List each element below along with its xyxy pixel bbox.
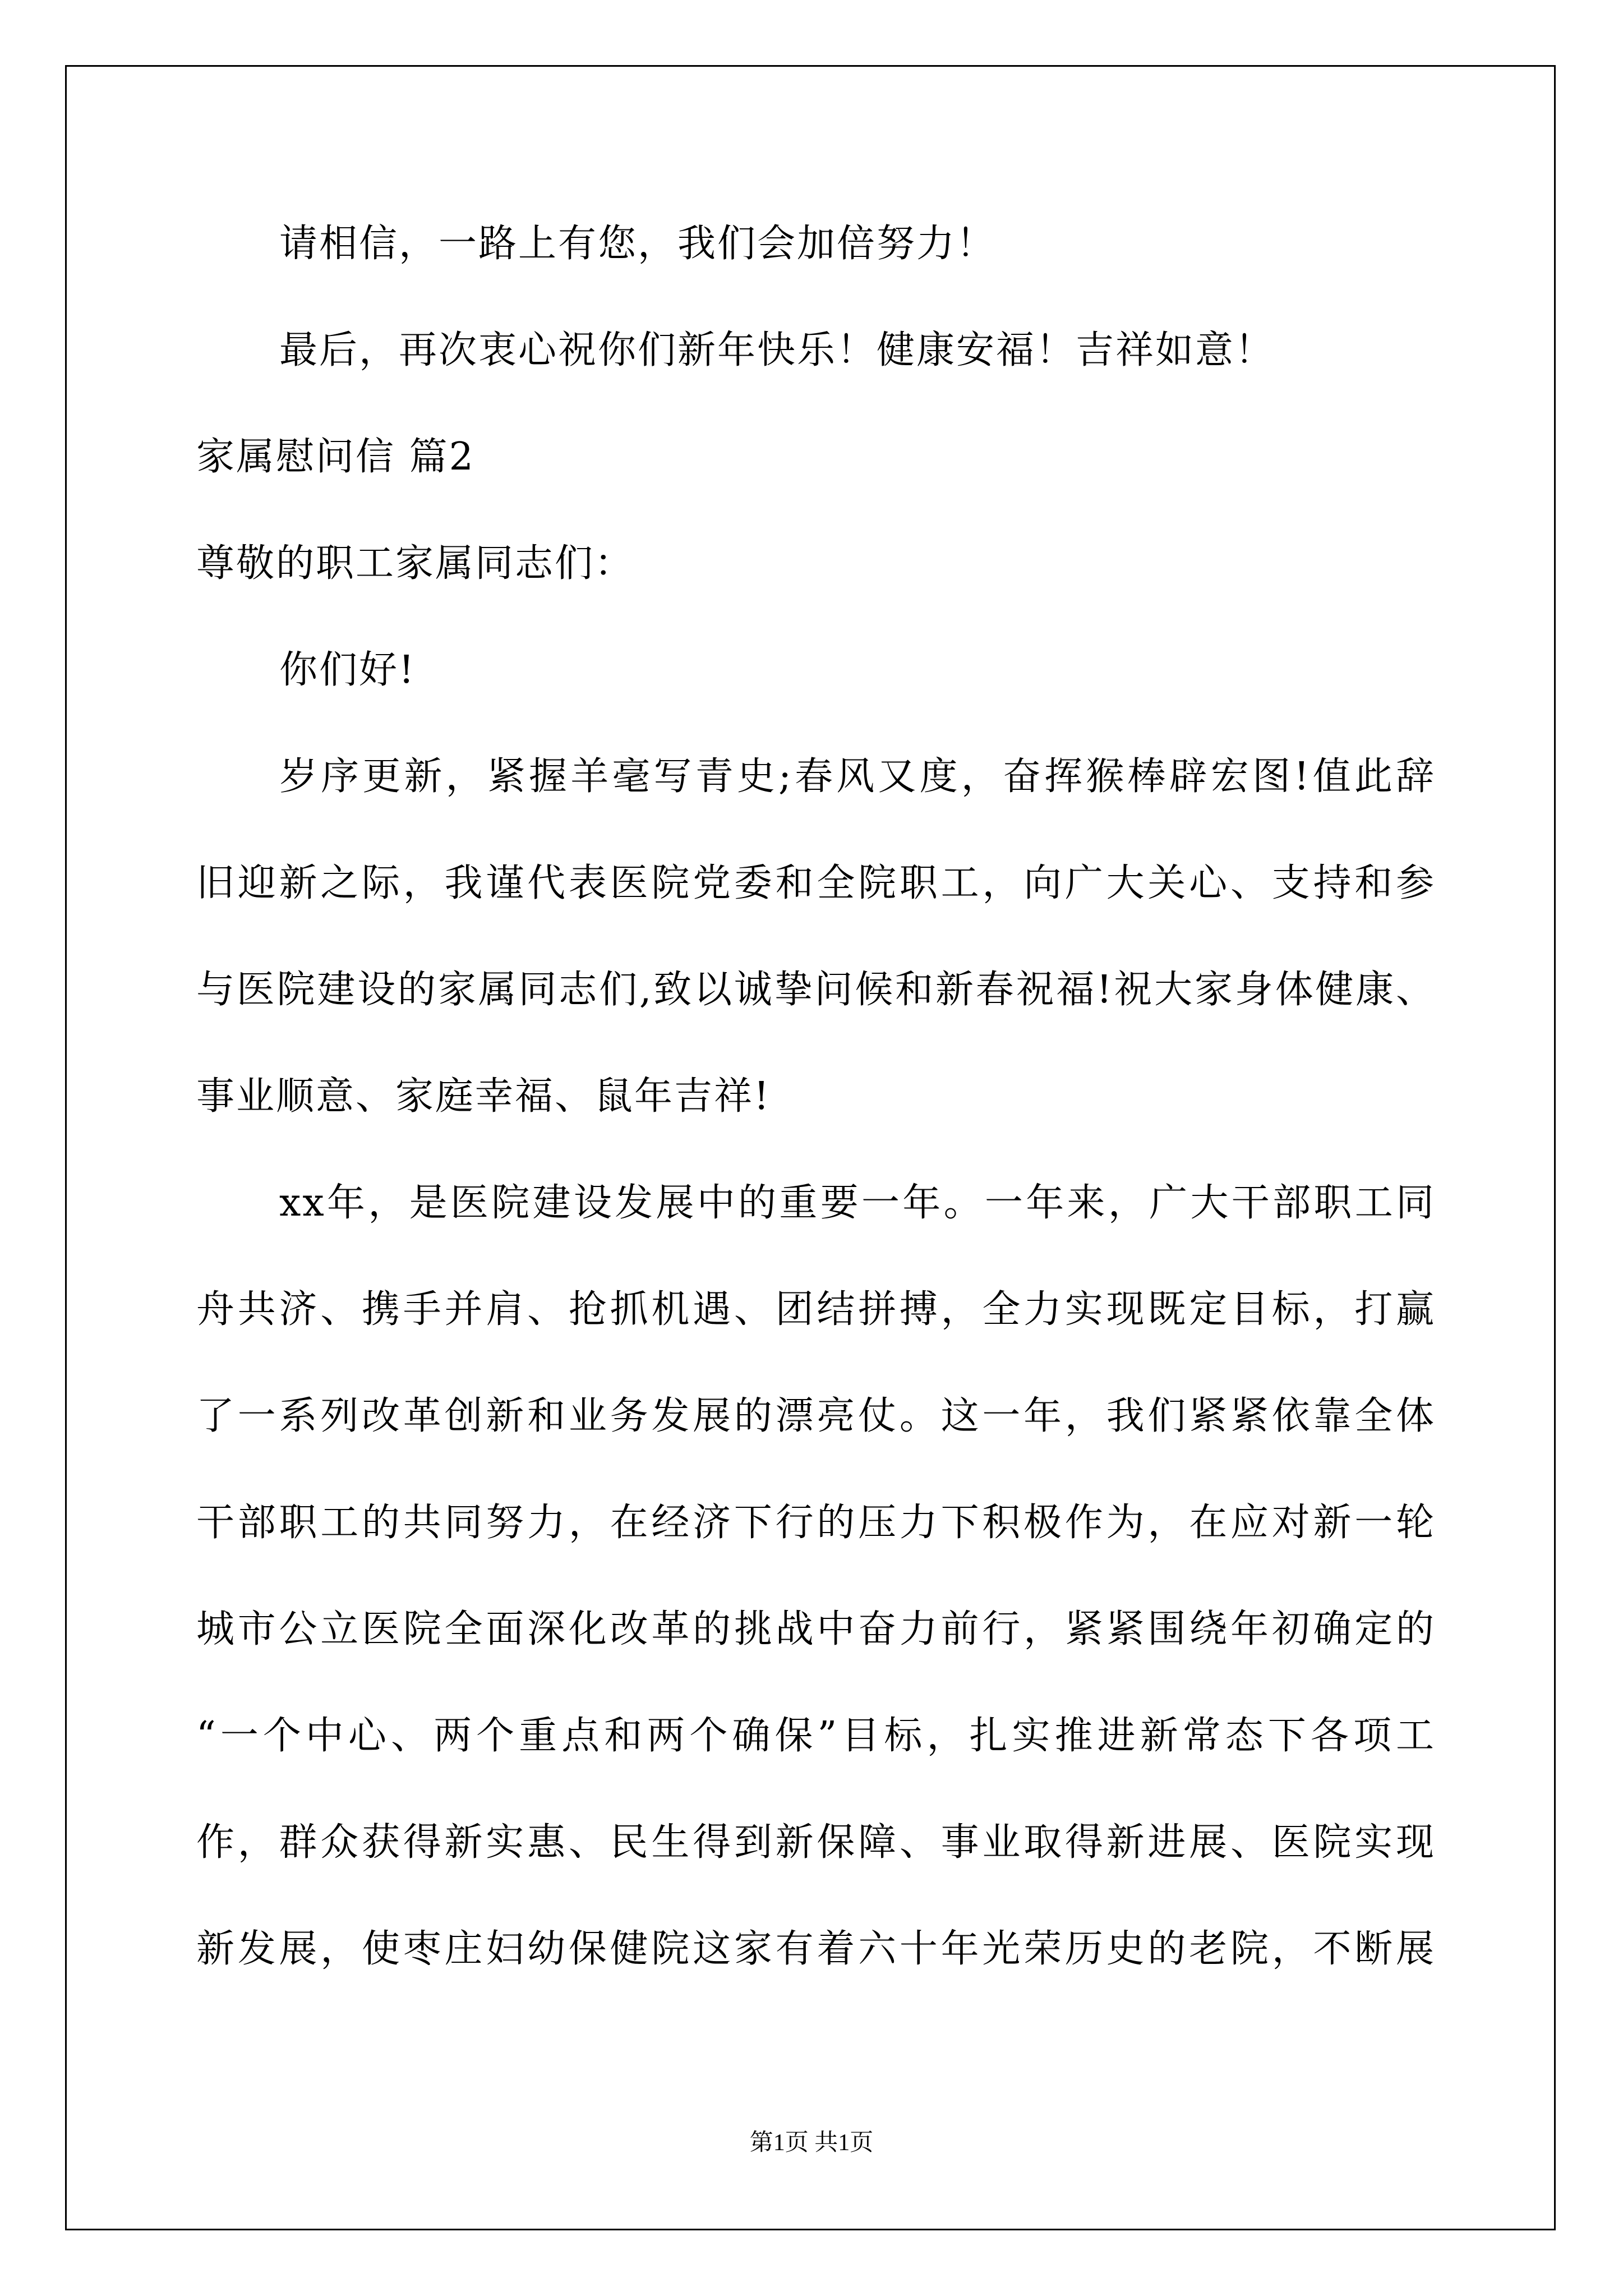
paragraph-3-line-1: 岁序更新，紧握羊毫写青史;春风又度，奋挥猴棒辟宏图!值此辞 — [279, 754, 1436, 799]
salutation: 尊敬的职工家属同志们： — [196, 541, 635, 586]
paragraph-closing-2: 最后，再次衷心祝你们新年快乐！健康安福！吉祥如意！ — [279, 328, 1275, 372]
section-heading: 家属慰问信 篇2 — [196, 435, 475, 479]
paragraph-closing-1: 请相信，一路上有您，我们会加倍努力！ — [279, 222, 997, 266]
paragraph-4-line-6: “一个中心、两个重点和两个确保”目标，扎实推进新常态下各项工 — [196, 1714, 1436, 1758]
paragraph-4-line-5: 城市公立医院全面深化改革的挑战中奋力前行，紧紧围绕年初确定的 — [196, 1607, 1436, 1651]
paragraph-4-line-2: 舟共济、携手并肩、抢抓机遇、团结拼搏，全力实现既定目标，打赢 — [196, 1287, 1436, 1332]
paragraph-4-line-3: 了一系列改革创新和业务发展的漂亮仗。这一年，我们紧紧依靠全体 — [196, 1394, 1436, 1438]
paragraph-4-line-1: xx年，是医院建设发展中的重要一年。一年来，广大干部职工同 — [279, 1181, 1436, 1225]
page-number-footer: 第1页 共1页 — [749, 2130, 874, 2156]
paragraph-3-line-4: 事业顺意、家庭幸福、鼠年吉祥! — [196, 1074, 771, 1119]
paragraph-4-line-7: 作，群众获得新实惠、民生得到新保障、事业取得新进展、医院实现 — [196, 1820, 1436, 1865]
paragraph-4-line-4: 干部职工的共同努力，在经济下行的压力下积极作为，在应对新一轮 — [196, 1501, 1436, 1545]
paragraph-3-line-2: 旧迎新之际，我谨代表医院党委和全院职工，向广大关心、支持和参 — [196, 861, 1436, 905]
page-border — [65, 65, 1556, 2230]
greeting: 你们好! — [279, 648, 416, 692]
paragraph-4-line-8: 新发展，使枣庄妇幼保健院这家有着六十年光荣历史的老院，不断展 — [196, 1927, 1436, 1971]
paragraph-3-line-3: 与医院建设的家属同志们,致以诚挚问候和新春祝福!祝大家身体健康、 — [196, 968, 1436, 1012]
